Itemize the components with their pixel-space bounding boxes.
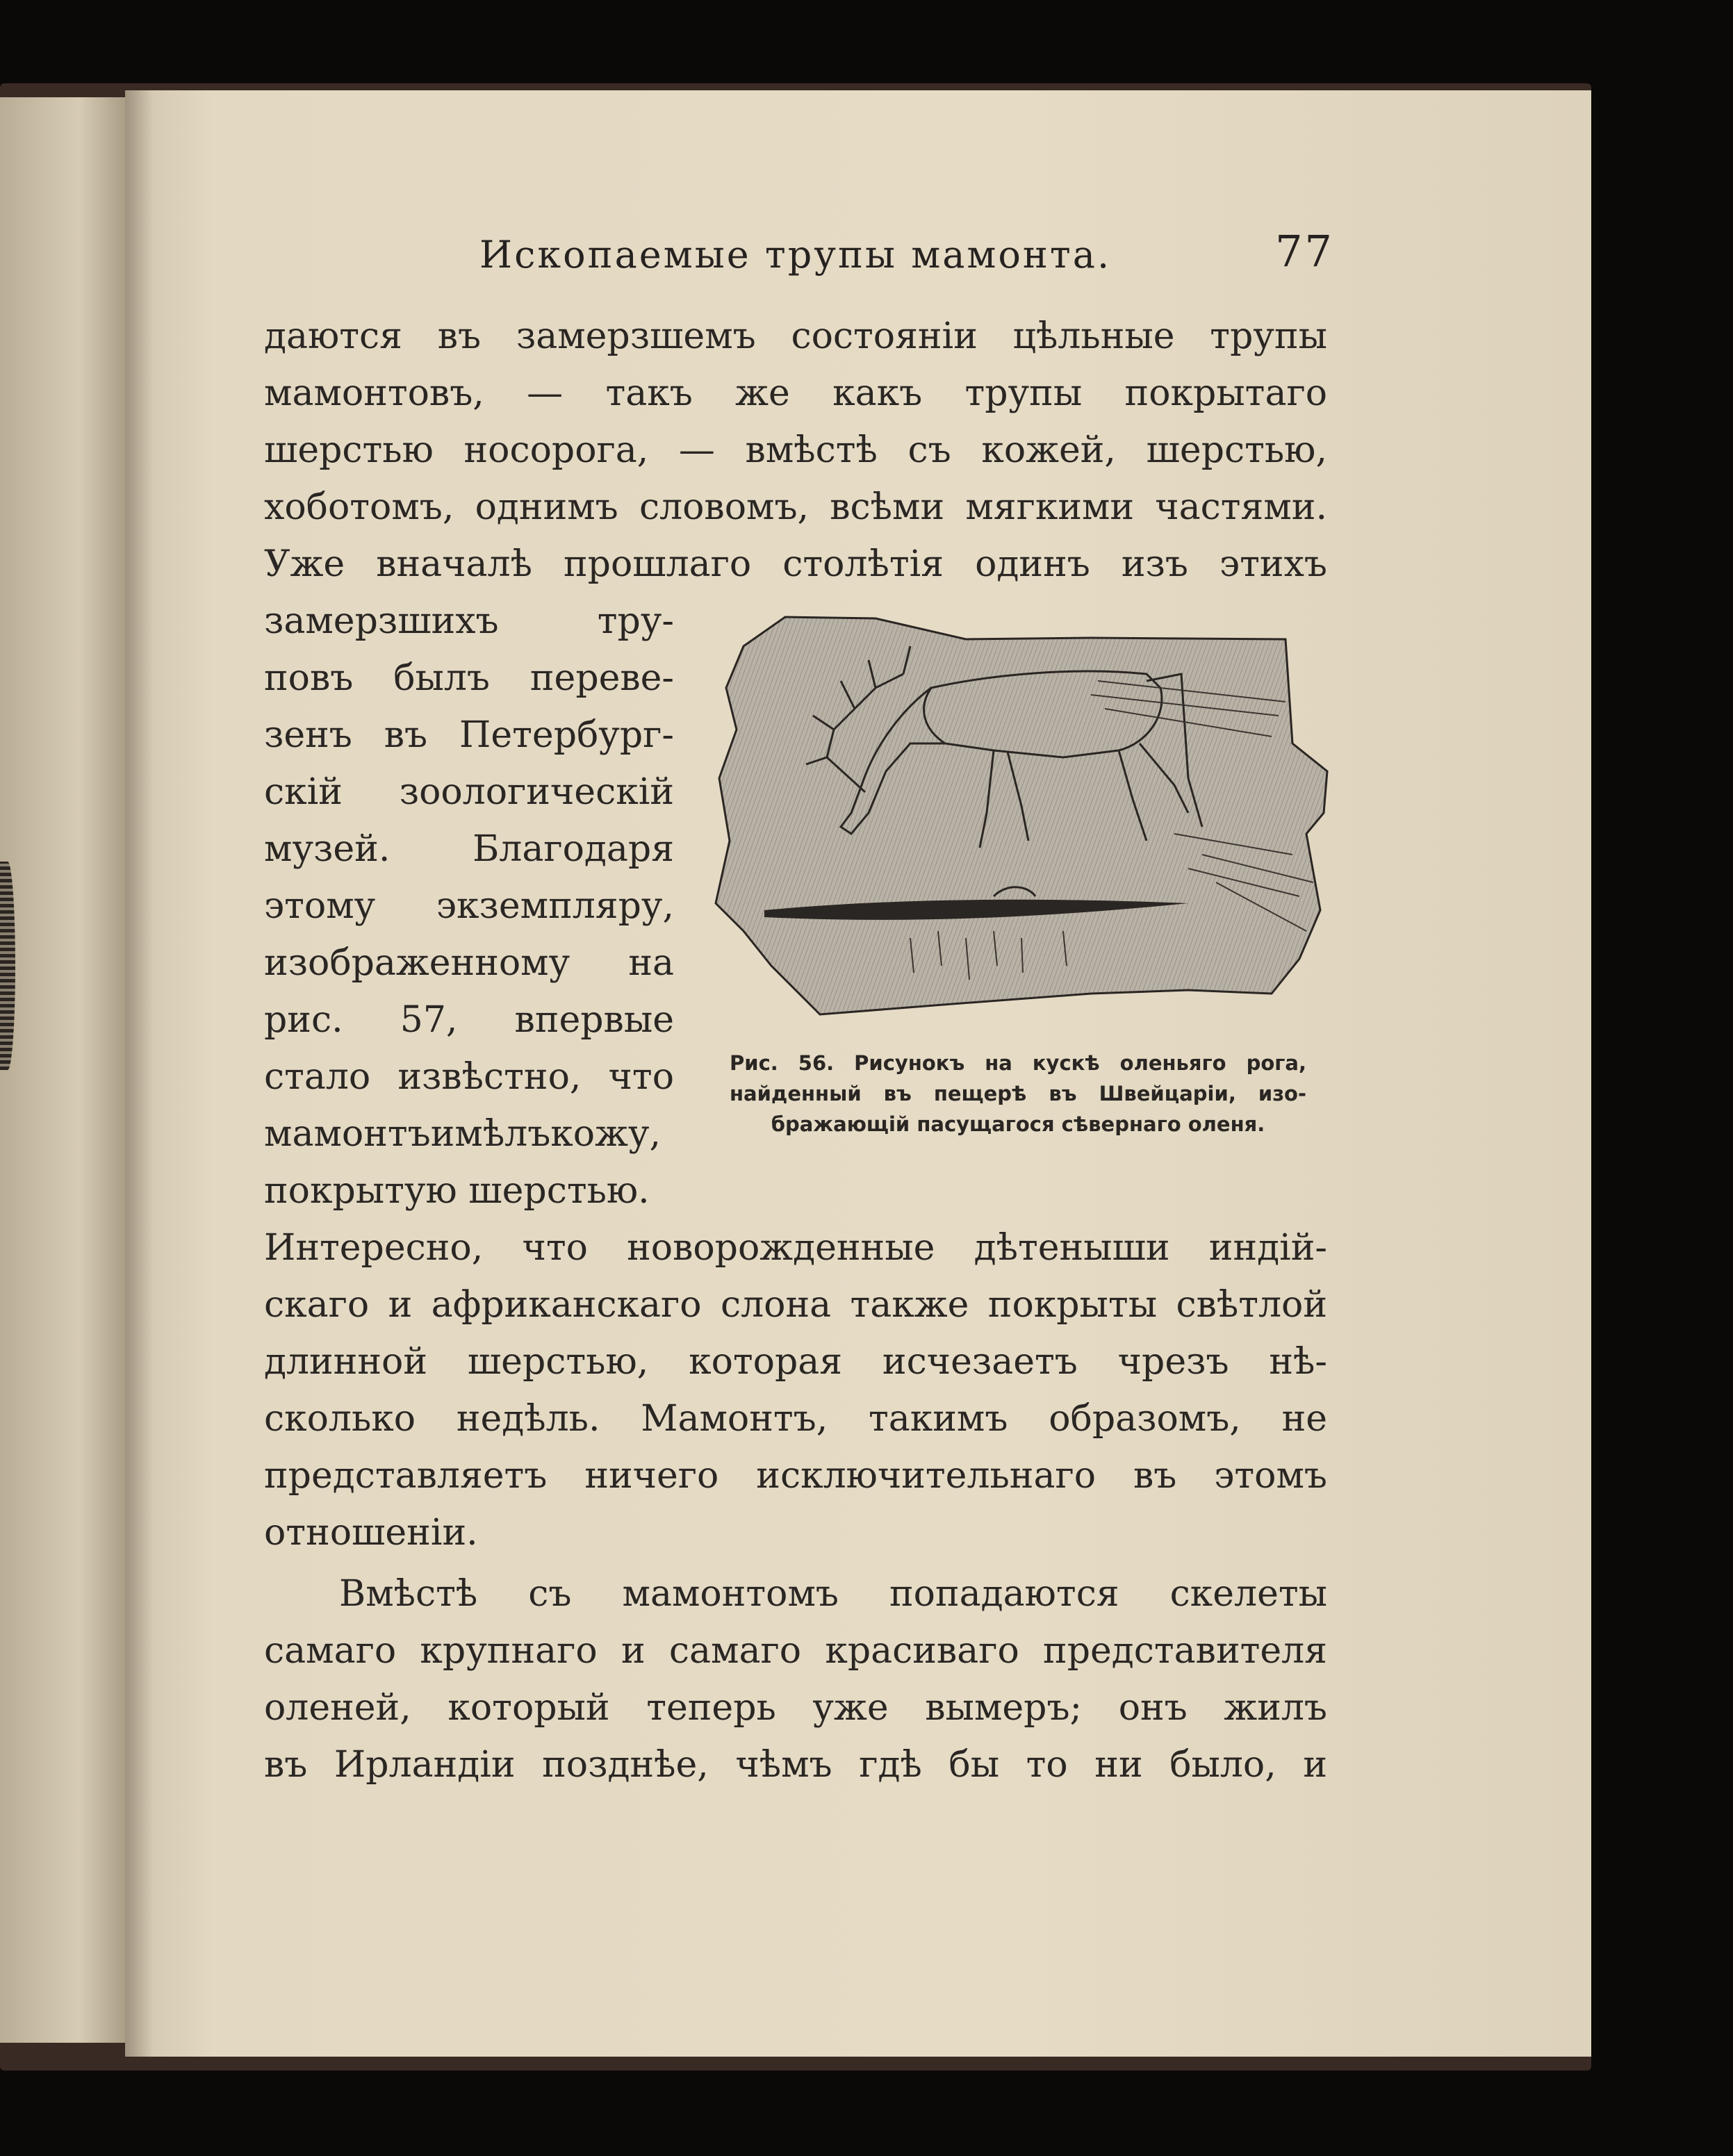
page-number: 77	[1275, 226, 1334, 277]
text-line: скiй зоологическiй	[264, 771, 674, 813]
caption-line: найденный въ пещерѣ въ Швейцарiи, изо-	[730, 1082, 1306, 1105]
text-line: длинной шерстью, которая исчезаетъ чрезъ нѣ-	[264, 1341, 1327, 1383]
text-line: представляетъ ничего исключительнаго въ этомъ	[264, 1455, 1327, 1497]
text-line: Вмѣстѣ съ мамонтомъ попадаются скелеты	[339, 1573, 1327, 1615]
reindeer-engraving-image	[702, 604, 1334, 1028]
text-line: изображенному на	[264, 942, 674, 984]
text-line: въ Ирландiи позднѣе, чѣмъ гдѣ бы то ни было, и	[264, 1744, 1327, 1786]
text-line: мамонтовъ, — такъ же какъ трупы покрытаго	[264, 372, 1327, 414]
text-line: хоботомъ, однимъ словомъ, всѣми мягкими частями.	[264, 486, 1327, 528]
facing-page-edge	[0, 97, 132, 2043]
text-line: самаго крупнаго и самаго красиваго представителя	[264, 1630, 1327, 1672]
text-line: повъ былъ переве-	[264, 657, 674, 699]
text-line: музей. Благодаря	[264, 828, 674, 870]
text-line: сколько недѣль. Мамонтъ, такимъ образомъ, не	[264, 1398, 1327, 1440]
text-line: даются въ замерзшемъ состоянiи цѣльные трупы	[264, 315, 1327, 357]
figure-caption	[730, 1048, 1306, 1139]
caption-line: Рис. 56. Рисунокъ на кускѣ оленьяго рога,	[730, 1051, 1306, 1075]
running-head	[479, 226, 1334, 281]
text-line: стало извѣстно, что	[264, 1056, 674, 1098]
text-line: шерстью носорога, — вмѣстѣ съ кожей, шерстью,	[264, 429, 1327, 471]
text-line: рис. 57, впервые	[264, 999, 674, 1041]
text-line: Интересно, что новорожденные дѣтеныши индiй-	[264, 1227, 1327, 1269]
text-line: этому экземпляру,	[264, 885, 674, 927]
text-line: Уже вначалѣ прошлаго столѣтiя одинъ изъ этихъ	[264, 543, 1327, 585]
text-line: отношенiи.	[264, 1512, 478, 1554]
text-line: скаго и африканскаго слона также покрыты свѣтлой	[264, 1284, 1327, 1326]
text-line: мамонтъимѣлъкожу,	[264, 1113, 662, 1155]
text-line: замерзшихъ тру-	[264, 600, 674, 642]
running-title: Ископаемые трупы мамонта.	[479, 233, 1112, 277]
text-line: зенъ въ Петербург-	[264, 714, 674, 756]
gutter-shadow	[125, 90, 153, 2057]
facing-page-ornament	[0, 862, 15, 1070]
caption-line: бражающiй пасущагося сѣвернаго оленя.	[771, 1112, 1265, 1136]
text-line: оленей, который теперь уже вымеръ; онъ жилъ	[264, 1687, 1327, 1729]
antler-engraving-figure	[702, 604, 1334, 1028]
text-line: покрытую шерстью.	[264, 1170, 650, 1212]
